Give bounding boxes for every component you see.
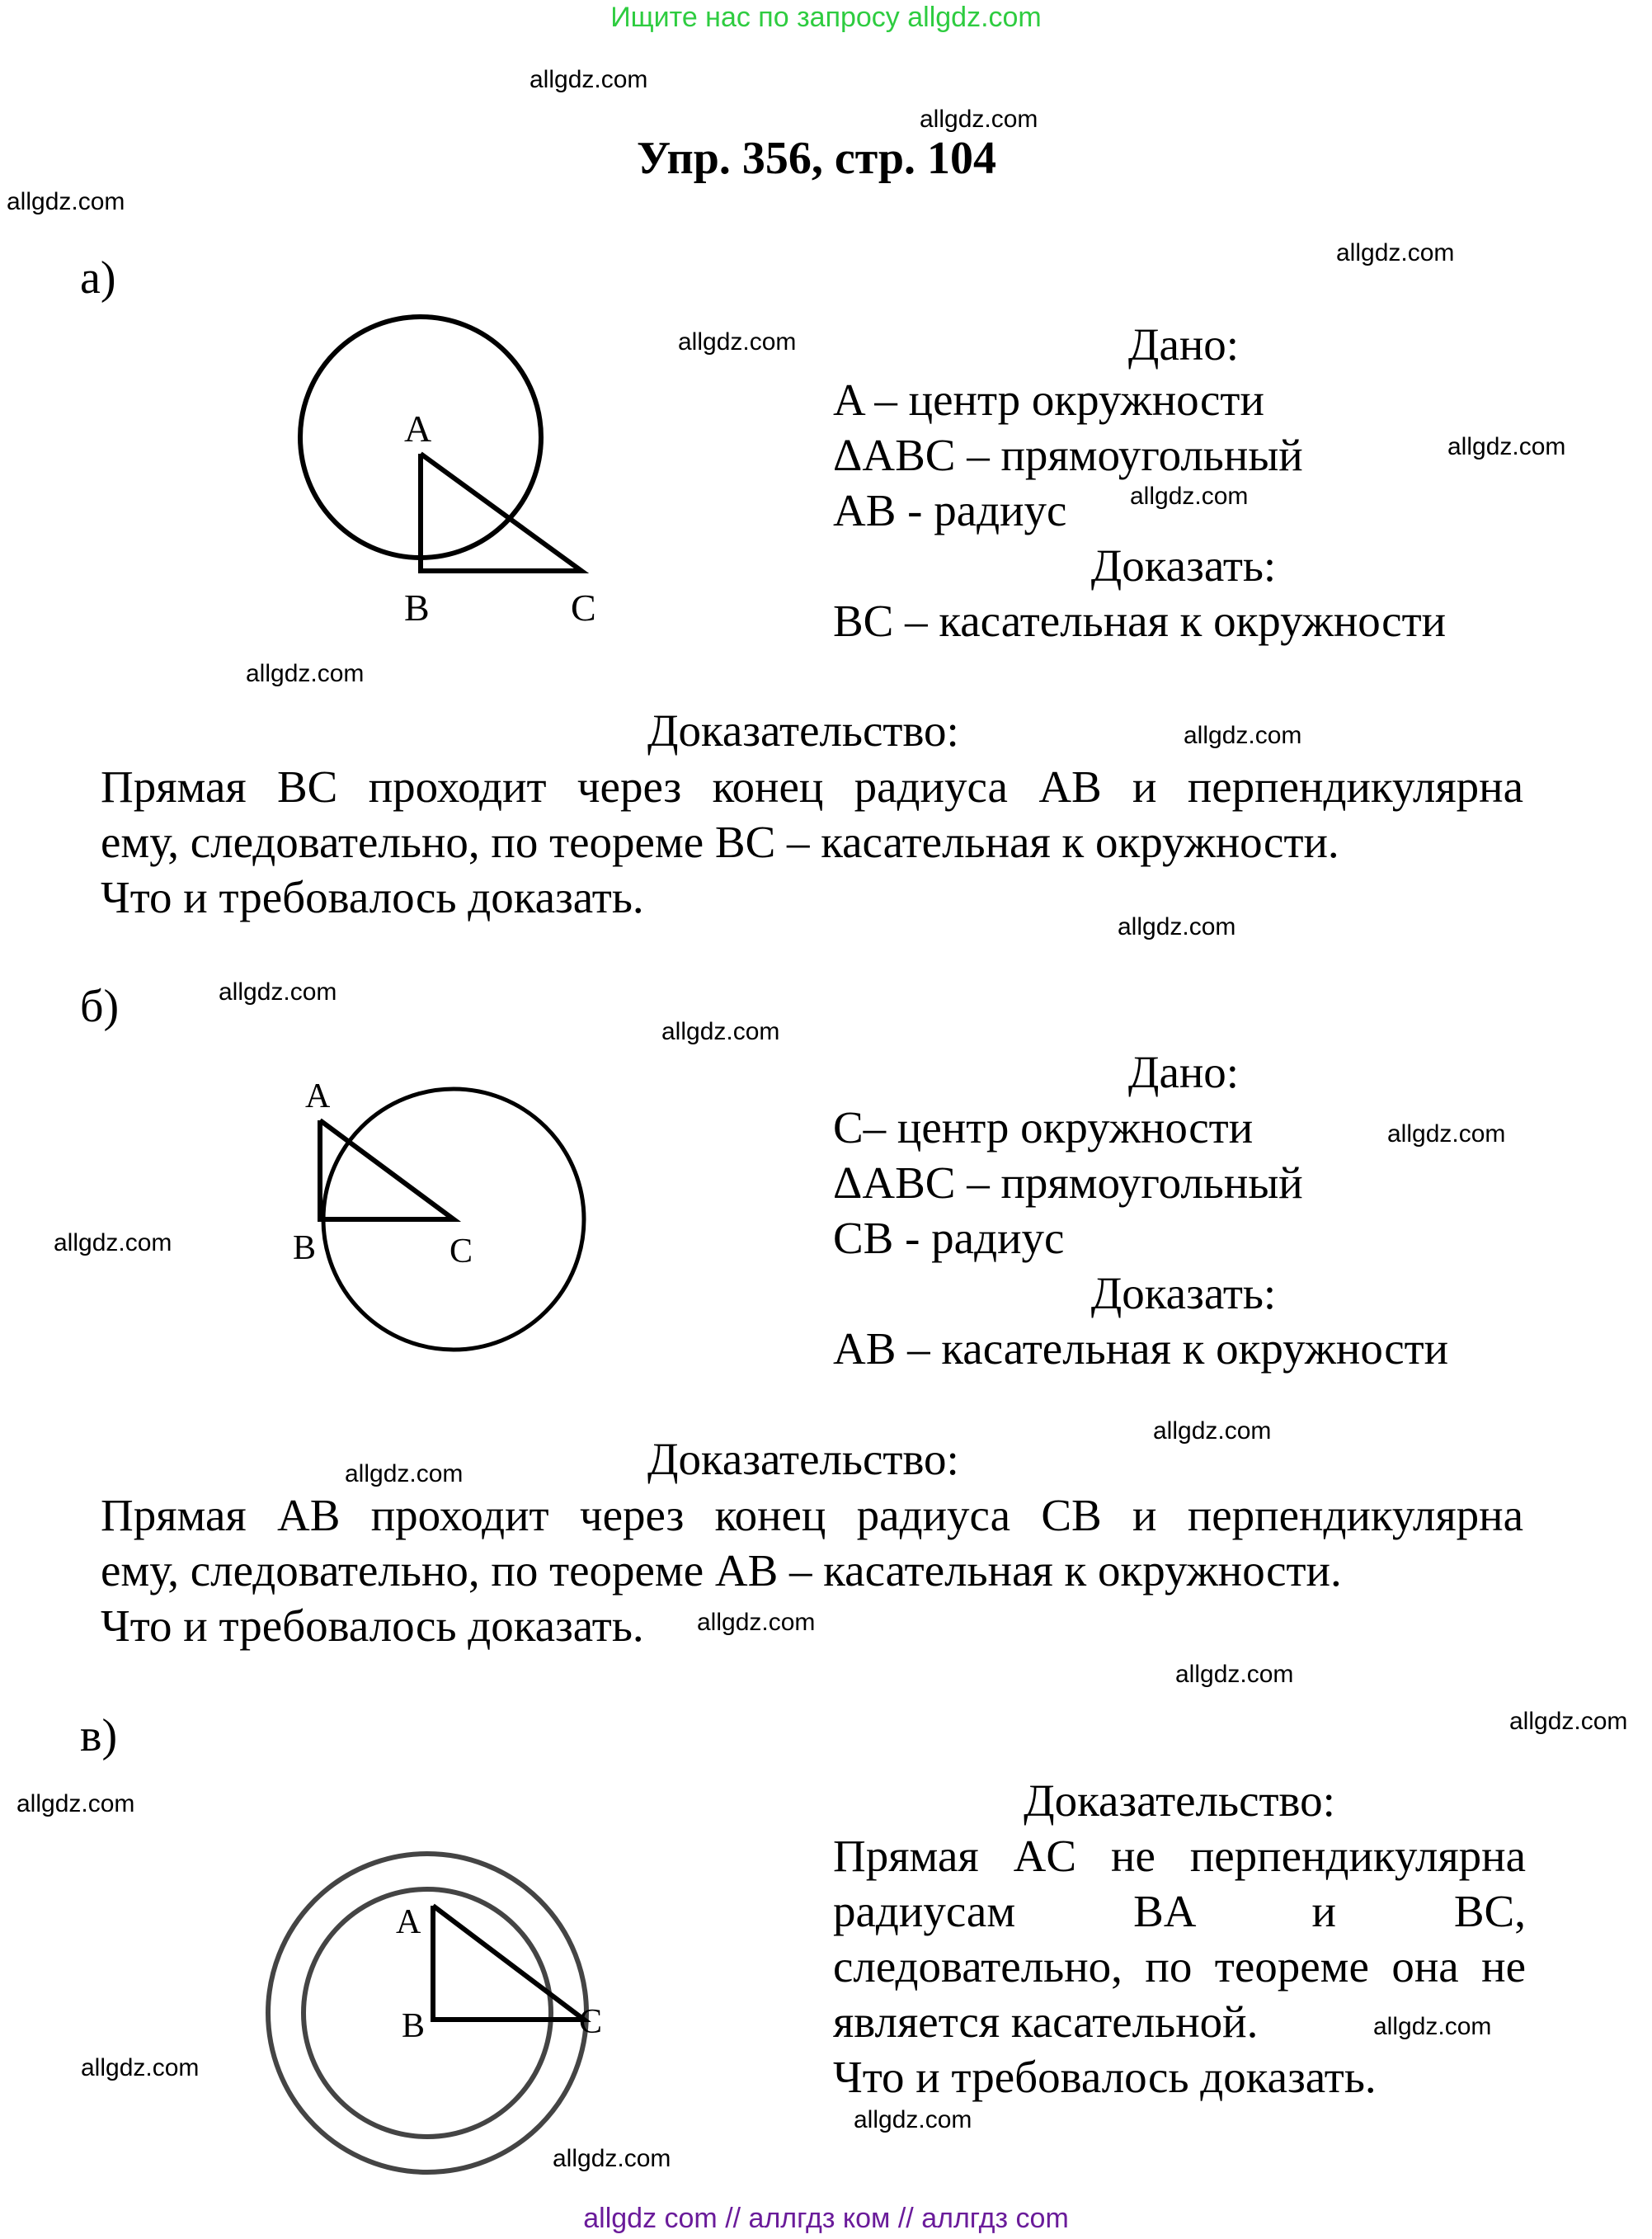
- search-banner: Ищите нас по запросу allgdz.com: [610, 2, 1042, 33]
- part-c-proof-line-3: следовательно, по теореме она не: [833, 1941, 1526, 1992]
- part-b-prove: AB – касательная к окружности: [833, 1323, 1449, 1374]
- part-b-proof-heading: Доказательство:: [647, 1434, 959, 1484]
- part-a-given-2: ΔABC – прямоугольный: [833, 430, 1303, 480]
- watermark: allgdz.com: [16, 1790, 135, 1817]
- figure-c-label-A: A: [396, 1903, 421, 1941]
- part-b-given-heading: Дано:: [1127, 1047, 1240, 1097]
- part-b-prove-heading: Доказать:: [1090, 1268, 1277, 1318]
- figure-b-triangle: [320, 1120, 454, 1219]
- part-b-proof-line-3: Что и требовалось доказать.: [101, 1600, 644, 1651]
- part-c-proof-line-1: Прямая AC не перпендикулярна: [833, 1831, 1526, 1881]
- part-a-proof-line-3: Что и требовалось доказать.: [101, 872, 644, 922]
- part-a-proof-heading: Доказательство:: [647, 705, 959, 756]
- watermark: allgdz.com: [1387, 1120, 1506, 1148]
- part-a-given-heading: Дано:: [1127, 319, 1240, 370]
- page-title: Упр. 356, стр. 104: [636, 133, 997, 184]
- watermark: allgdz.com: [1373, 2013, 1492, 2040]
- watermark: allgdz.com: [529, 66, 648, 93]
- part-c-proof-heading: Доказательство:: [1024, 1775, 1335, 1826]
- figure-b: [280, 1072, 610, 1369]
- part-a-prove-heading: Доказать:: [1090, 540, 1277, 591]
- watermark: allgdz.com: [1447, 433, 1566, 460]
- watermark: allgdz.com: [1336, 239, 1455, 266]
- watermark: allgdz.com: [81, 2054, 200, 2081]
- figure-b-label-A: A: [305, 1077, 331, 1115]
- watermark: allgdz.com: [1153, 1417, 1272, 1445]
- watermark: allgdz.com: [246, 660, 365, 687]
- figure-a: [280, 313, 643, 652]
- watermark: allgdz.com: [1509, 1708, 1628, 1735]
- watermark: allgdz.com: [854, 2106, 972, 2133]
- part-a-given-3: AB - радиус: [833, 485, 1067, 535]
- part-a-label: а): [80, 252, 116, 304]
- part-b-label: б): [80, 981, 120, 1032]
- watermark: allgdz.com: [678, 328, 797, 356]
- part-c-proof-line-5: Что и требовалось доказать.: [833, 2052, 1377, 2102]
- part-b-proof-line-2: ему, следовательно, по теореме AB – касательная к окружности.: [101, 1545, 1342, 1596]
- watermark: allgdz.com: [1175, 1661, 1294, 1688]
- figure-a-label-B: B: [404, 587, 430, 629]
- watermark: allgdz.com: [920, 106, 1038, 133]
- part-a-proof-line-1: Прямая BC проходит через конец радиуса AB и перпендикулярна: [101, 761, 1523, 812]
- figure-a-label-A: A: [404, 408, 432, 450]
- part-a-prove: BC – касательная к окружности: [833, 596, 1447, 646]
- figure-b-label-B: B: [293, 1229, 317, 1267]
- part-c-proof-line-2: радиусам BA и BC,: [833, 1886, 1526, 1936]
- part-c-proof-line-4: является касательной.: [833, 1996, 1259, 2047]
- figure-c-outer-circle: [268, 1854, 586, 2172]
- figure-a-label-C: C: [571, 587, 596, 629]
- watermark: allgdz.com: [345, 1460, 464, 1487]
- figure-c-label-C: C: [578, 2003, 602, 2041]
- part-b-given-3: CB - радиус: [833, 1213, 1065, 1263]
- footer-links: allgdz com // аллгдз ком // аллгдз com: [583, 2203, 1069, 2234]
- part-b-given-1: C– центр окружности: [833, 1102, 1254, 1152]
- watermark: allgdz.com: [1130, 483, 1249, 510]
- watermark: allgdz.com: [54, 1229, 172, 1256]
- part-b-given-2: ΔABC – прямоугольный: [833, 1157, 1303, 1208]
- watermark: allgdz.com: [7, 188, 125, 215]
- part-b-proof-line-1: Прямая AB проходит через конец радиуса CB и перпендикулярна: [101, 1490, 1523, 1540]
- watermark: allgdz.com: [1184, 722, 1302, 749]
- figure-c-label-B: B: [402, 2007, 426, 2045]
- figure-c-inner-circle: [304, 1889, 551, 2137]
- part-c-label: в): [80, 1710, 118, 1761]
- part-a-given-1: A – центр окружности: [833, 375, 1264, 425]
- watermark: allgdz.com: [553, 2145, 671, 2172]
- watermark: allgdz.com: [219, 978, 337, 1006]
- watermark: allgdz.com: [1118, 913, 1236, 940]
- figure-b-label-C: C: [449, 1233, 473, 1270]
- figure-c: [256, 1840, 602, 2186]
- part-a-proof-line-2: ему, следовательно, по теореме BC – касательная к окружности.: [101, 817, 1339, 867]
- watermark: allgdz.com: [661, 1018, 780, 1045]
- watermark: allgdz.com: [697, 1609, 816, 1636]
